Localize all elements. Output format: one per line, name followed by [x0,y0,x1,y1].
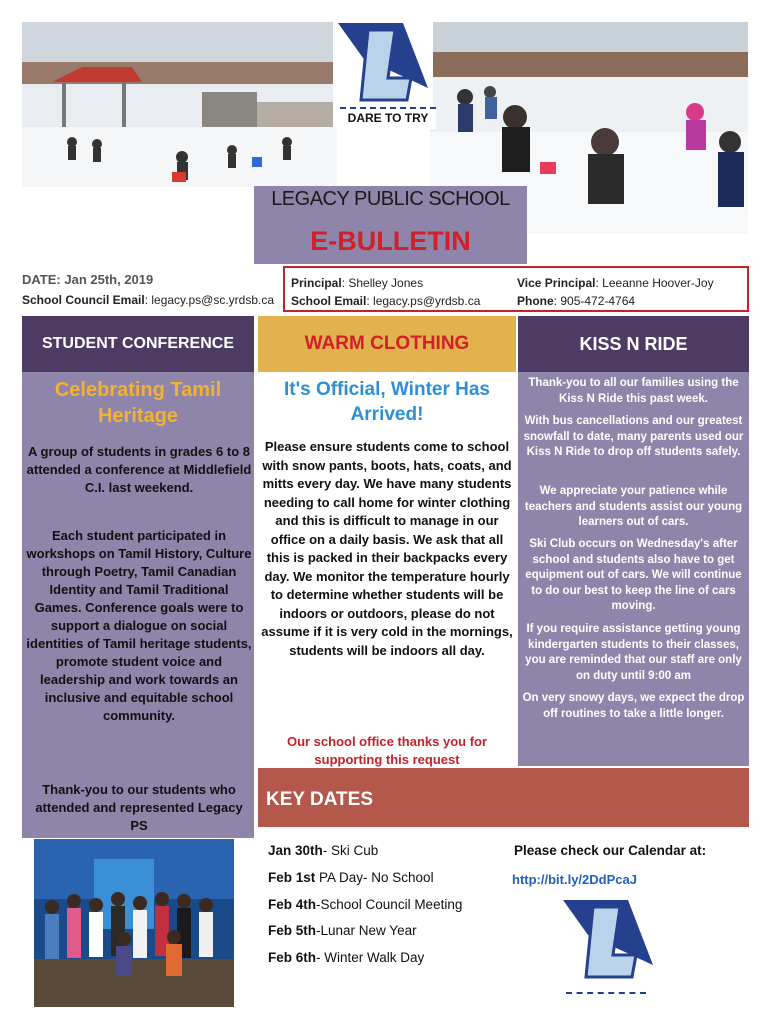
key-date-event: - Ski Cub [322,843,379,858]
key-date-event: - Winter Walk Day [316,950,425,965]
tamil-heritage-title: Celebrating Tamil Heritage [54,379,222,427]
kiss-paragraph-3: We appreciate your patience while teachers and students assist our young learners out of cars. [524,485,743,528]
principal-label: Principal [291,276,342,290]
logo-motto: DARE TO TRY [340,107,436,129]
key-date-event: -Lunar New Year [316,923,417,938]
bulletin-title: E-BULLETIN [310,226,471,256]
school-email: : legacy.ps@yrdsb.ca [366,294,481,308]
key-date-item [268,843,378,858]
key-dates-heading: KEY DATES [258,768,749,827]
bulletin-meta [22,272,274,307]
phone-number: : 905-472-4764 [553,294,636,308]
school-email-line [291,294,480,308]
kiss-paragraph-5: If you require assistance getting young kindergarten students to their classes, you are reminded that our staff are only on duty until 9:00 am [525,623,742,682]
key-date-event: -School Council Meeting [316,897,463,912]
council-email-line [22,293,274,307]
key-date-item [268,870,434,885]
logo-dash-line [566,992,646,994]
principal-line [291,276,423,290]
contact-box [283,266,749,312]
key-date-date: Feb 6th [268,950,317,965]
key-date-item [268,897,462,912]
kiss-paragraph-4: Ski Club occurs on Wednesday's after school and students also have to get equipment out of cars. We will continue to do our best to keep the line of cars moving. [525,538,742,612]
calendar-label: Please check our Calendar at: [514,843,707,858]
kiss-paragraph-2: With bus cancellations and our greatest snowfall to date, many parents used our Kiss N Ride to drop off students safely. [523,415,744,458]
conference-students-photo [34,839,234,1007]
winter-arrived-title: It's Official, Winter Has Arrived! [283,379,490,425]
bulletin-date: DATE: Jan 25th, 2019 [22,272,154,287]
key-date-event: PA Day- No School [315,870,434,885]
kiss-paragraph-1: Thank-you to all our families using the Kiss N Ride this past week. [528,377,739,405]
kiss-paragraph-6: On very snowy days, we expect the drop off routines to take a little longer. [522,692,745,720]
calendar-link[interactable]: http://bit.ly/2DdPcaJ [512,872,637,887]
conference-paragraph-2: Each student participated in workshops on Tamil History, Culture through Poetry, Tamil Canadian Identity and Tamil Traditional Games. Conference goals were to support a dialogue on social identities of Tamil heritage students, promote student voice and leadership and work towards an inclusive and equitable school community. [26,528,252,723]
vice-principal-line [517,276,714,290]
council-email: : legacy.ps@sc.yrdsb.ca [144,293,275,307]
student-conference-heading: STUDENT CONFERENCE [22,316,254,372]
warm-clothing-thanks: Our school office thanks you for supporting this request [286,734,488,767]
council-email-label: School Council Email [22,293,145,307]
vice-principal-label: Vice Principal [517,276,596,290]
school-email-label: School Email [291,294,367,308]
key-date-date: Jan 30th [268,843,323,858]
warm-clothing-heading: WARM CLOTHING [258,316,516,372]
key-date-item [268,950,424,965]
kiss-n-ride-heading: KISS N RIDE [518,316,749,372]
school-name: LEGACY PUBLIC SCHOOL [271,188,510,210]
key-date-date: Feb 1st [268,870,316,885]
conference-paragraph-3: Thank-you to our students who attended and represented Legacy PS [35,782,243,833]
phone-line [517,294,635,308]
principal-name: : Shelley Jones [341,276,424,290]
school-logo-bottom [558,895,658,995]
snowy-playground-photo [22,22,337,187]
phone-label: Phone [517,294,554,308]
warm-clothing-body: Please ensure students come to school with snow pants, boots, hats, coats, and mitts every day. We have many students needing to call home for winter clothing and this is difficult to manage in our office on a daily basis. We ask that all this is packed in their backpacks every day. We monitor the temperature hourly to determine whether students will be indoors or outdoors, please do not assume if it is very cold in the mornings, students will be indoors all day. [261,439,513,658]
conference-paragraph-1: A group of students in grades 6 to 8 attended a conference at Middlefield C.I. last weekend. [26,444,252,495]
key-date-date: Feb 4th [268,897,317,912]
key-date-item [268,923,417,938]
vice-principal-name: : Leeanne Hoover-Joy [595,276,714,290]
key-date-date: Feb 5th [268,923,317,938]
